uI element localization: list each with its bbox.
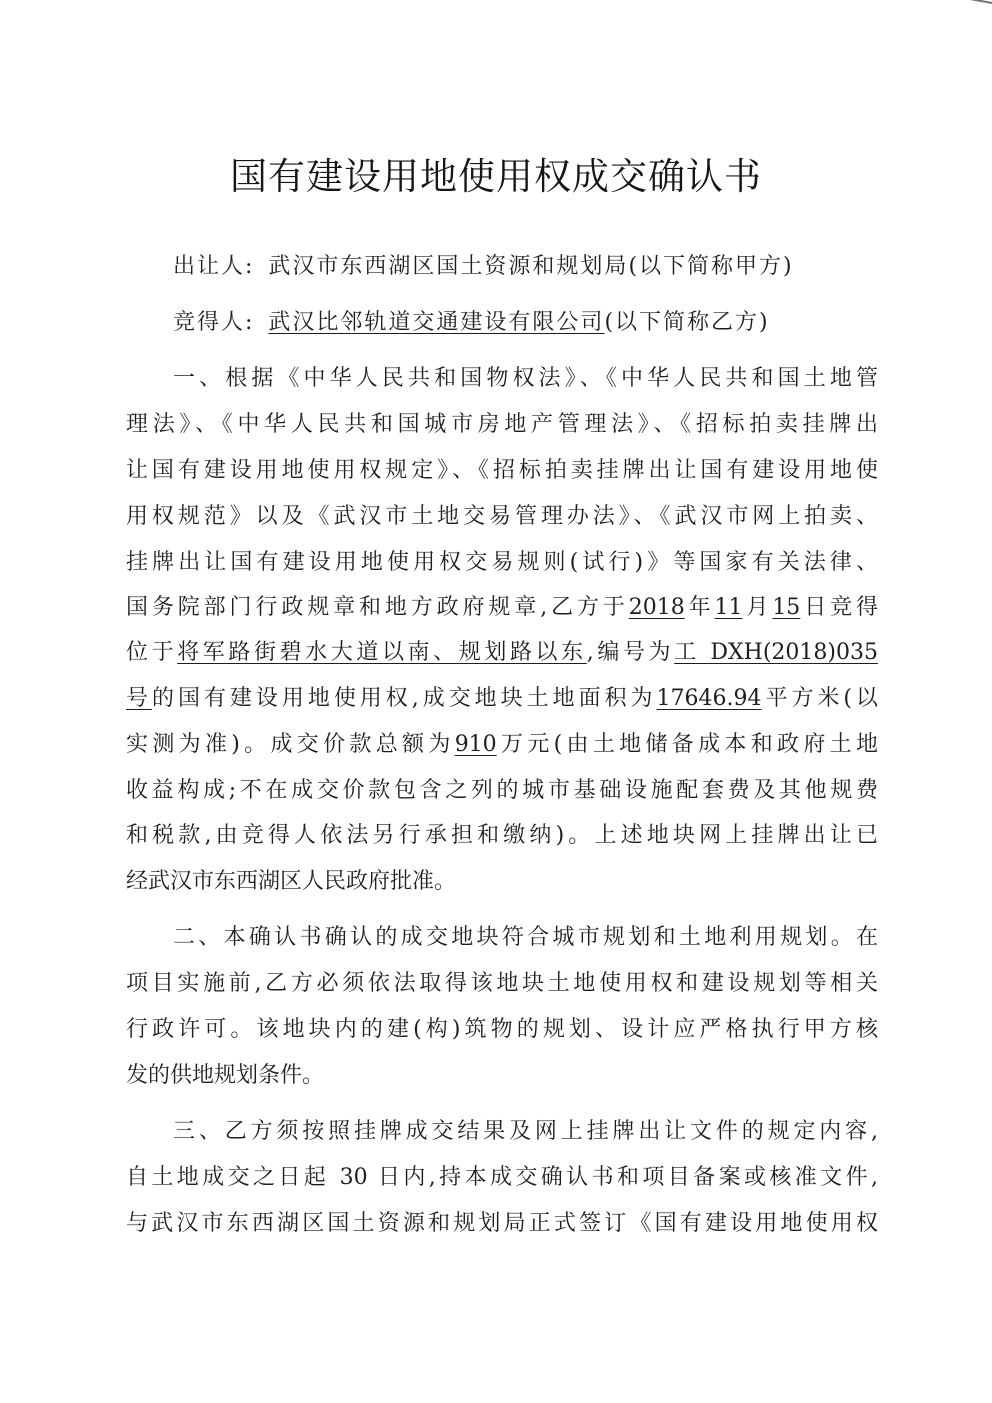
plot-number-suffix: 号 <box>126 686 152 711</box>
section1-line <box>126 730 878 760</box>
document-title: 国有建设用地使用权成交确认书 <box>230 155 762 198</box>
section1-line: 和税款,由竞得人依法另行承担和缴纳)。上述地块网上挂牌出让已 <box>126 823 878 848</box>
section2-line: 行政许可。该地块内的建(构)筑物的规划、设计应严格执行甲方核 <box>126 1017 878 1042</box>
grantor-line <box>173 249 794 280</box>
deal-price: 910 <box>454 732 497 757</box>
section1-text: 万元(由土地储备成本和政府土地 <box>496 732 878 757</box>
grantor-label: 出让人: <box>173 254 255 279</box>
bidder-line <box>173 305 770 336</box>
section1-line: 经武汉市东西湖区人民政府批准。 <box>126 869 457 894</box>
section2-line: 二、本确认书确认的成交地块符合城市规划和土地利用规划。在 <box>173 925 878 950</box>
section1-text: 月 <box>742 595 773 620</box>
land-area: 17646.94 <box>656 686 762 711</box>
section2-line: 项目实施前,乙方必须依法取得该地块土地使用权和建设规划等相关 <box>126 971 878 996</box>
section1-text: 实测为准)。成交价款总额为 <box>126 732 455 757</box>
bidder-label: 竞得人: <box>173 310 255 335</box>
section1-text: 位于 <box>126 640 178 665</box>
deal-year: 2018 <box>628 595 685 620</box>
grantor-name: 武汉市东西湖区国土资源和规划局 <box>268 254 629 279</box>
deal-day: 15 <box>772 595 801 620</box>
grantor-suffix: (以下简称甲方) <box>628 254 794 279</box>
section1-line: 一、根据《中华人民共和国物权法》、《中华人民共和国土地管 <box>173 366 878 391</box>
section1-text: ,编号为 <box>586 640 675 665</box>
section3-line: 自土地成交之日起 30 日内,持本成交确认书和项目备案或核准文件, <box>126 1165 878 1190</box>
section3-line: 三、乙方须按照挂牌成交结果及网上挂牌出让文件的规定内容, <box>173 1119 878 1144</box>
scan-edge-mark <box>970 0 992 18</box>
section1-line: 让国有建设用地使用权规定》、《招标拍卖挂牌出让国有建设用地使 <box>126 458 878 483</box>
section1-text: 日竞得 <box>800 595 878 620</box>
section1-line: 理法》、《中华人民共和国城市房地产管理法》、《招标拍卖挂牌出 <box>126 412 878 437</box>
section1-line: 用权规范》以及《武汉市土地交易管理办法》、《武汉市网上拍卖、 <box>126 504 878 529</box>
section1-text: 国务院部门行政规章和地方政府规章,乙方于 <box>126 595 629 620</box>
deal-month: 11 <box>714 595 743 620</box>
section1-line <box>126 593 878 623</box>
plot-location: 将军路街碧水大道以南、规划路以东 <box>177 640 587 665</box>
section2-line: 发的供地规划条件。 <box>126 1063 325 1088</box>
section1-text: 平方米(以 <box>761 686 878 711</box>
section1-text: 年 <box>684 595 715 620</box>
section3-line: 与武汉市东西湖区国土资源和规划局正式签订《国有建设用地使用权 <box>126 1211 878 1236</box>
section1-line: 挂牌出让国有建设用地使用权交易规则(试行)》等国家有关法律、 <box>126 550 878 575</box>
bidder-name: 武汉比邻轨道交通建设有限公司 <box>268 310 605 335</box>
section1-line <box>126 638 878 668</box>
plot-number: 工 DXH(2018)035 <box>674 640 878 665</box>
bidder-suffix: (以下简称乙方) <box>604 310 770 335</box>
section1-line <box>126 684 878 714</box>
section1-text: 的国有建设用地使用权,成交地块土地面积为 <box>151 686 657 711</box>
section1-line: 收益构成;不在成交价款包含之列的城市基础设施配套费及其他规费 <box>126 778 878 803</box>
